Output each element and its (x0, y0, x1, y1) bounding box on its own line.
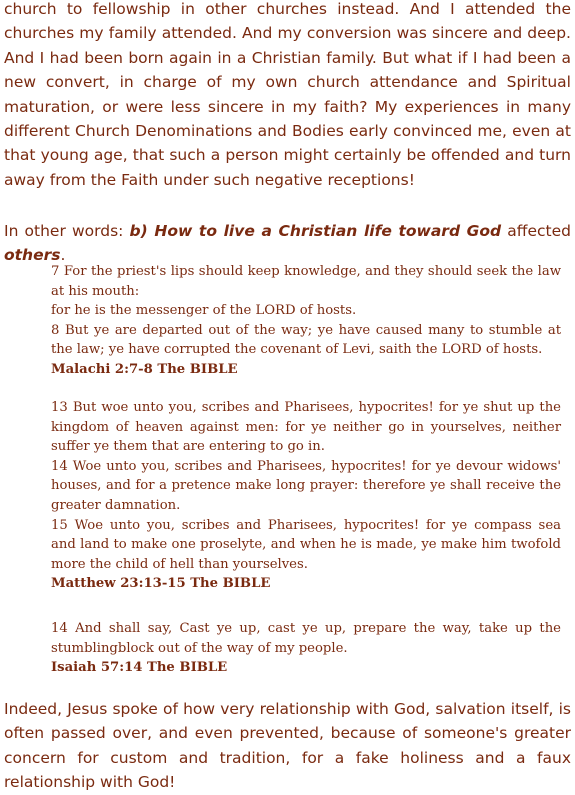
verse: 7 For the priest's lips should keep knowledge, and they should seek the law at his mouth: (51, 264, 561, 299)
verse: 8 But ye are departed out of the way; ye have caused many to stumble at the law; ye have corrupted the covenant of Levi, saith the LORD of hosts. (51, 322, 561, 358)
paragraph-2-middle: affected (501, 222, 571, 240)
scripture-citation: Isaiah 57:14 The BIBLE (51, 660, 228, 676)
paragraph-2-prefix: In other words: (4, 222, 130, 240)
paragraph-2 (4, 219, 571, 268)
paragraph-1: church to fellowship in other churches instead. And I attended the churches my family attended. And my conversion was sincere and deep. And I had been born again in a Christian family. But what if I had been a new convert, in charge of my own church attendance and Spiritual maturation, or were less sincere in my faith? My experiences in many different Church Denominations and Bodies early convinced me, even at that young age, that such a person might certainly be offended and turn away from the Faith under such negative receptions! (4, 0, 571, 189)
verse: 15 Woe unto you, scribes and Pharisees, hypocrites! for ye compass sea and land to make one proselyte, and when he is made, ye make him twofold more the child of hell than yourselves. (51, 517, 561, 572)
paragraph-3: Indeed, Jesus spoke of how very relationship with God, salvation itself, is often passed over, and even prevented, because of someone's greater concern for custom and tradition, for a fake holiness and a faux relationship with God! (4, 700, 571, 792)
scripture-quote-isaiah (51, 619, 561, 678)
scripture-citation: Matthew 23:13-15 The BIBLE (51, 576, 271, 592)
paragraph-2-suffix: . (60, 246, 66, 265)
verse: 14 And shall say, Cast ye up, cast ye up, prepare the way, take up the stumblingblock out of the way of my people. (51, 621, 561, 656)
paragraph-2-highlight: b) How to live a Christian life toward God (129, 222, 502, 240)
verse: 13 But woe unto you, scribes and Pharisees, hypocrites! for ye shut up the kingdom of heaven against men: for ye neither go in yourselves, neither suffer ye them that are entering to go in. (51, 400, 561, 455)
scripture-quote-matthew (51, 398, 561, 594)
verse: for he is the messenger of the LORD of hosts. (51, 303, 357, 319)
scripture-citation: Malachi 2:7-8 The BIBLE (51, 361, 238, 377)
paragraph-2-highlight-2: others (4, 246, 61, 265)
verse: 14 Woe unto you, scribes and Pharisees, hypocrites! for ye devour widows' houses, and for a pretence make long prayer: therefore ye shall receive the greater damnation. (51, 458, 561, 513)
scripture-quote-malachi (51, 262, 561, 380)
